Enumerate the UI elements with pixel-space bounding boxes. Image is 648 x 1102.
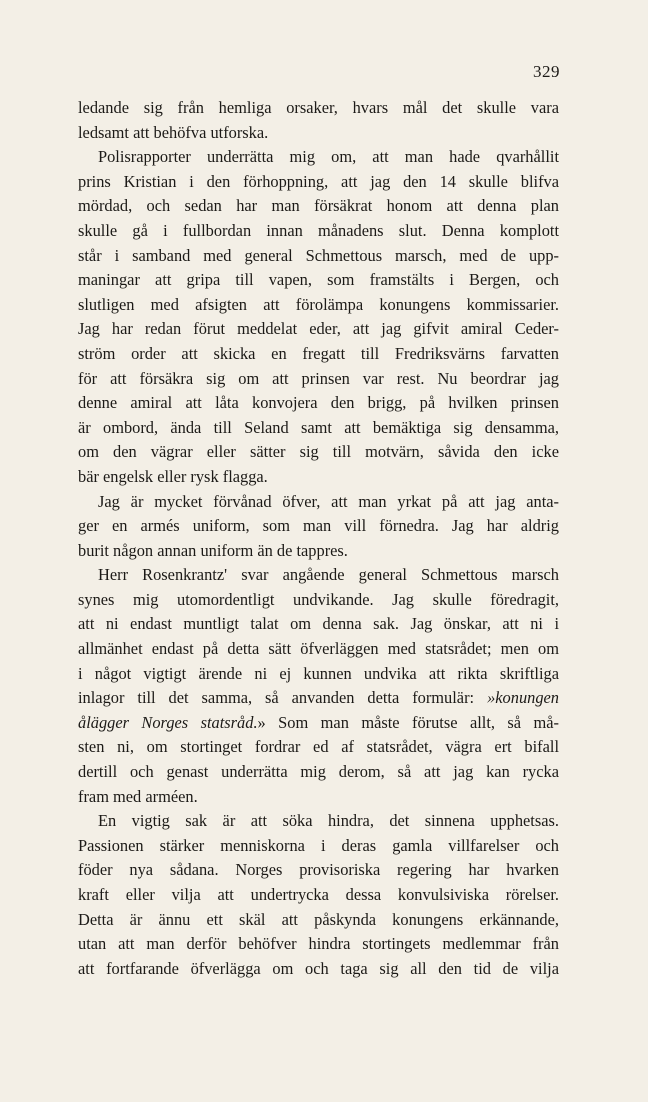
text-line: Detta är ännu ett skäl att påskynda konungens erkännande, [78, 909, 559, 929]
text-line: utan att man derför behöfver hindra stortingets medlemmar från [78, 934, 559, 954]
text-line: i något vigtigt ärende ni ej kunnen undvika att rikta skriftliga [78, 663, 559, 683]
text-line: Polisrapporter underrätta mig om, att man hade qvarhållit [98, 147, 559, 167]
text-line-with-italic [78, 686, 559, 711]
text-line: ger en armés uniform, som man vill förnedra. Jag har aldrig [78, 516, 559, 536]
text-line: Jag har redan förut meddelat eder, att jag gifvit amiral Ceder- [78, 319, 559, 339]
text-line: skulle gå i fullbordan innan månadens slut. Denna komplott [78, 220, 559, 240]
text-line: kraft eller vilja att undertrycka dessa konvulsiviska rörelser. [78, 885, 559, 904]
text-line: Herr Rosenkrantz' svar angående general Schmettous marsch [98, 565, 559, 585]
text-line: ledsamt att behöfva utforska. [78, 122, 269, 142]
italic-segment: ålägger Norges statsråd. [78, 712, 258, 732]
text-line: burit någon annan uniform än de tappres. [78, 540, 348, 560]
text-line: att ni endast muntligt talat om denna sak. Jag önskar, att ni i [78, 614, 559, 634]
text-segment: inlagor till det samma, så anvanden detta formulär: [78, 688, 475, 708]
text-line: allmänhet endast på detta sätt öfverläggen med statsrådet; men om [78, 639, 559, 659]
text-line-with-italic [78, 711, 559, 736]
text-line: slutligen med afsigten att förolämpa konungens kommissarier. [78, 294, 559, 314]
text-line: ström order att skicka en fregatt till Fredriksvärns farvatten [78, 343, 559, 363]
text-line: föder nya sådana. Norges provisoriska regering har hvarken [78, 860, 559, 880]
text-segment: » Som man måste förutse allt, så må- [257, 712, 560, 732]
text-line: mördad, och sedan har man försäkrat honom att denna plan [78, 196, 559, 216]
body-text [78, 96, 559, 981]
text-line: Passionen stärker menniskorna i deras gamla villfarelser och [78, 835, 559, 855]
text-line: denne amiral att låta konvojera den brigg, på hvilken prinsen [78, 393, 559, 413]
text-line: bär engelsk eller rysk flagga. [78, 466, 268, 486]
page-number: 329 [533, 62, 560, 81]
text-line: dertill och genast underrätta mig derom, så att jag kan rycka [78, 762, 559, 782]
text-line: att fortfarande öfverlägga om och taga sig all den tid de vilja [78, 958, 559, 978]
italic-segment: »konungen [487, 688, 559, 708]
text-line: ledande sig från hemliga orsaker, hvars mål det skulle vara [78, 98, 559, 117]
text-line: synes mig utomordentligt undvikande. Jag skulle föredragit, [78, 589, 559, 609]
text-line: står i samband med general Schmettous marsch, med de upp- [78, 245, 559, 265]
text-line: fram med arméen. [78, 786, 198, 806]
text-line: sten ni, om stortinget fordrar ed af statsrådet, vägra ert bifall [78, 737, 559, 757]
text-line: är ombord, ända till Seland samt att bemäktiga sig densamma, [78, 417, 559, 437]
text-line: maningar att gripa till vapen, som framstälts i Bergen, och [78, 270, 559, 290]
text-line: Jag är mycket förvånad öfver, att man yrkat på att jag anta- [98, 491, 559, 511]
text-line: om den vägrar eller sätter sig till motvärn, såvida den icke [78, 442, 559, 462]
text-line: för att försäkra sig om att prinsen var rest. Nu beordrar jag [78, 368, 559, 388]
text-line: prins Kristian i den förhoppning, att jag den 14 skulle blifva [78, 171, 559, 191]
text-line: En vigtig sak är att söka hindra, det sinnena upphetsas. [98, 811, 559, 831]
